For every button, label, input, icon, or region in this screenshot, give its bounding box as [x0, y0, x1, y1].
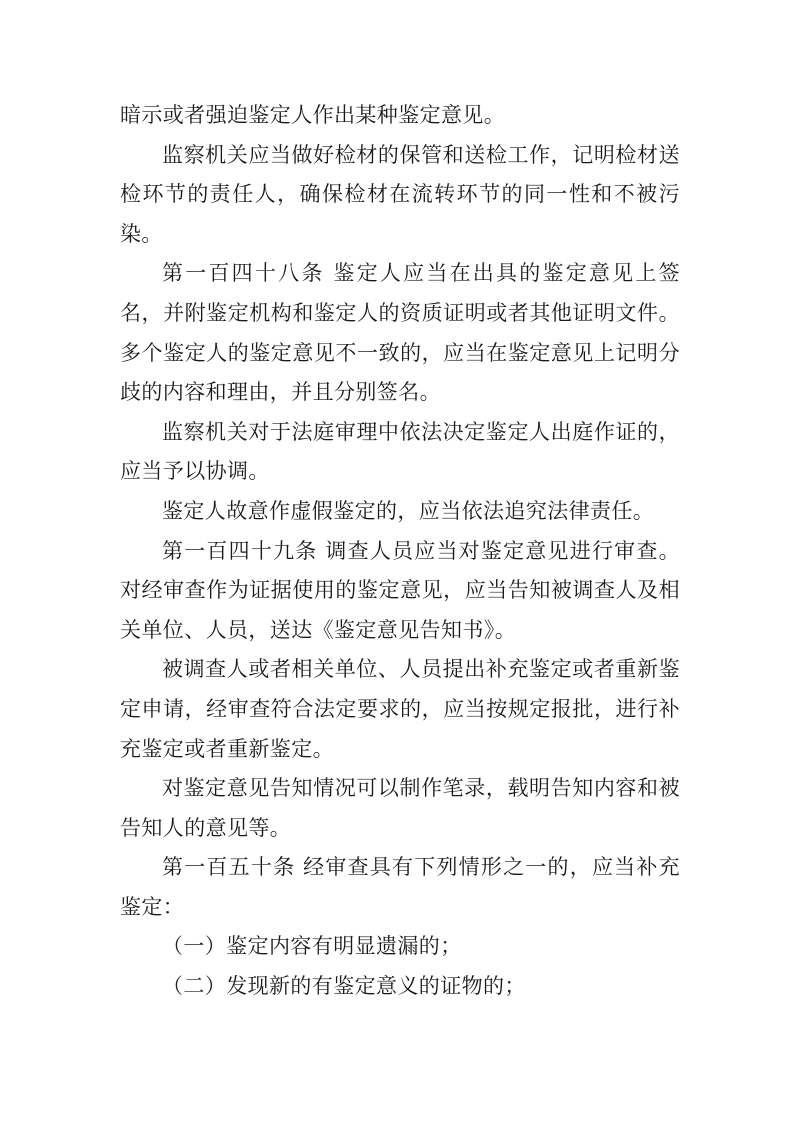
list-item-2: （二）发现新的有鉴定意义的证物的；	[162, 974, 526, 999]
paragraph-continuation: 暗示或者强迫鉴定人作出某种鉴定意见。	[120, 103, 506, 127]
paragraph-article-150: 第一百五十条 经审查具有下列情形之一的，应当补充鉴定：	[120, 855, 680, 919]
list-item-1: （一）鉴定内容有明显遗漏的；	[162, 934, 462, 959]
paragraph-article-149: 第一百四十九条 调查人员应当对鉴定意见进行审查。对经审查作为证据使用的鉴定意见，应当告知被调查人及相关单位、人员，送达《鉴定意见告知书》。	[120, 538, 680, 642]
paragraph-sample-custody: 监察机关应当做好检材的保管和送检工作，记明检材送检环节的责任人，确保检材在流转环节的同一性和不被污染。	[120, 142, 680, 246]
paragraph-notification-record: 对鉴定意见告知情况可以制作笔录，载明告知内容和被告知人的意见等。	[120, 776, 680, 840]
document-body	[120, 96, 680, 1007]
paragraph-court-appearance: 监察机关对于法庭审理中依法决定鉴定人出庭作证的，应当予以协调。	[120, 419, 680, 484]
paragraph-supplementary-request: 被调查人或者相关单位、人员提出补充鉴定或者重新鉴定申请，经审查符合法定要求的，应当按规定报批，进行补充鉴定或者重新鉴定。	[120, 657, 680, 761]
paragraph-false-appraisal: 鉴定人故意作虚假鉴定的，应当依法追究法律责任。	[162, 498, 655, 523]
paragraph-article-148: 第一百四十八条 鉴定人应当在出具的鉴定意见上签名，并附鉴定机构和鉴定人的资质证明或者其他证明文件。多个鉴定人的鉴定意见不一致的，应当在鉴定意见上记明分歧的内容和理由，并且分别签名。	[120, 261, 680, 405]
